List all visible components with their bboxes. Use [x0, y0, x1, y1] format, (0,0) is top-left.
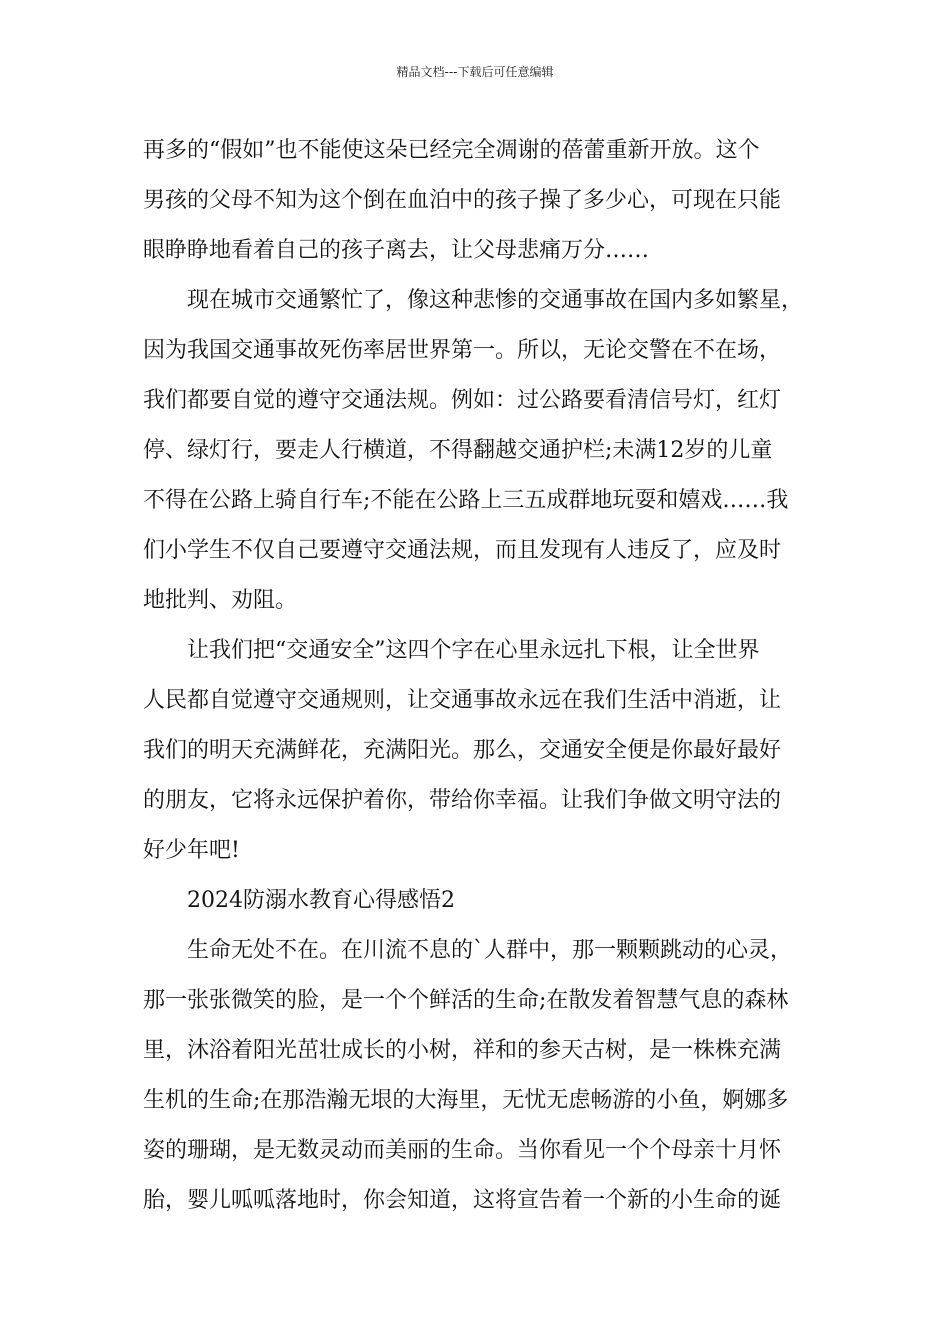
- text-line: 我们都要自觉的遵守交通法规。例如：过公路要看清信号灯，红灯: [143, 388, 782, 413]
- text-line: 人民都自觉遵守交通规则，让交通事故永远在我们生活中消逝，让: [143, 688, 782, 713]
- text-line: 生机的生命;在那浩瀚无垠的大海里，无忧无虑畅游的小鱼，婀娜多: [143, 1088, 789, 1113]
- document-body: [143, 126, 807, 1226]
- text-line: 好少年吧!: [143, 838, 240, 863]
- page-header: 精品文档---下载后可任意编辑: [396, 65, 554, 79]
- paragraph-start-line: 生命无处不在。在川流不息的`人群中，那一颗颗跳动的心灵，: [187, 938, 793, 963]
- section-title: 2024防溺水教育心得感悟2: [187, 888, 455, 913]
- text-line: 里，沐浴着阳光茁壮成长的小树，祥和的参天古树，是一株株充满: [143, 1038, 782, 1063]
- text-line: 地批判、劝阻。: [143, 588, 298, 613]
- text-line: 停、绿灯行，要走人行横道，不得翻越交通护栏;未满12岁的儿童: [143, 438, 773, 463]
- text-line: 我们的明天充满鲜花，充满阳光。那么，交通安全便是你最好最好: [143, 738, 782, 763]
- text-line: 不得在公路上骑自行车;不能在公路上三五成群地玩耍和嬉戏……我: [143, 488, 789, 513]
- text-line: 因为我国交通事故死伤率居世界第一。所以，无论交警在不在场，: [143, 338, 782, 363]
- text-line: 胎，婴儿呱呱落地时，你会知道，这将宣告着一个新的小生命的诞: [143, 1188, 782, 1213]
- text-line: 眼睁睁地看着自己的孩子离去，让父母悲痛万分……: [143, 238, 650, 263]
- paragraph-start-line: 让我们把“交通安全”这四个字在心里永远扎下根，让全世界: [187, 638, 760, 663]
- text-line: 男孩的父母不知为这个倒在血泊中的孩子操了多少心，可现在只能: [143, 188, 782, 213]
- text-line: 那一张张微笑的脸，是一个个鲜活的生命;在散发着智慧气息的森林: [143, 988, 789, 1013]
- text-line: 再多的“假如”也不能使这朵已经完全凋谢的蓓蕾重新开放。这个: [143, 138, 760, 163]
- text-line: 们小学生不仅自己要遵守交通法规，而且发现有人违反了，应及时: [143, 538, 782, 563]
- text-line: 姿的珊瑚，是无数灵动而美丽的生命。当你看见一个个母亲十月怀: [143, 1138, 782, 1163]
- paragraph-start-line: 现在城市交通繁忙了，像这种悲惨的交通事故在国内多如繁星，: [187, 288, 804, 313]
- text-line: 的朋友，它将永远保护着你，带给你幸福。让我们争做文明守法的: [143, 788, 782, 813]
